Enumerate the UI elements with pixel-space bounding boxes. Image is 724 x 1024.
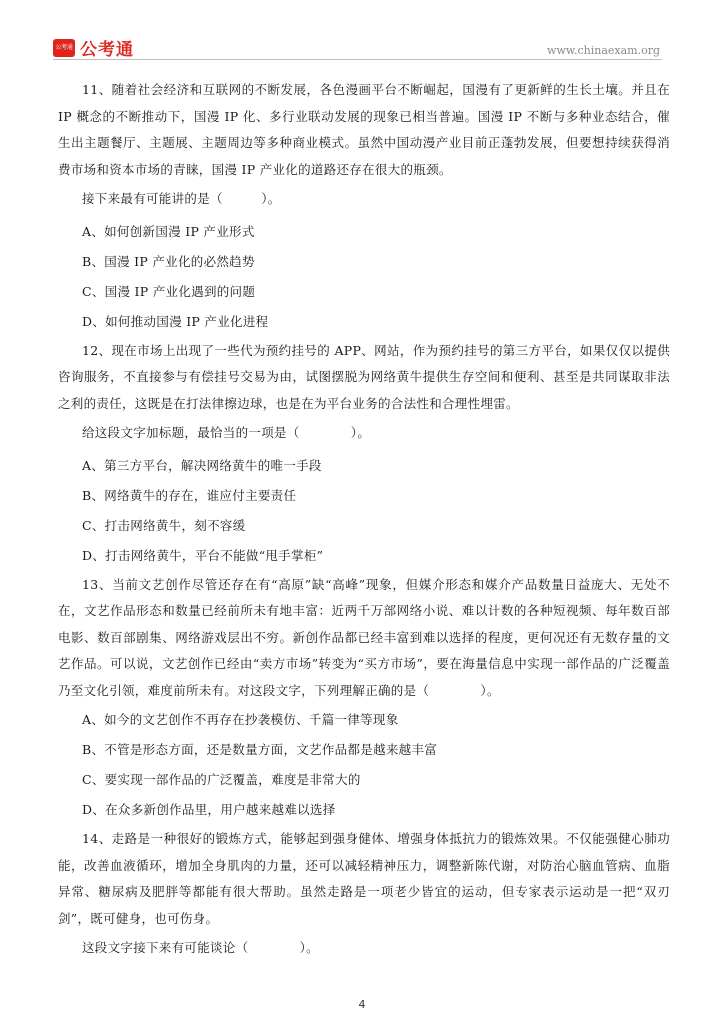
question-12: [58, 338, 670, 566]
option-a: A、如何创新国漫 IP 产业形式: [82, 223, 255, 239]
logo-text: 公考通: [80, 40, 134, 60]
option-c: C、国漫 IP 产业化遇到的问题: [82, 283, 256, 299]
question-14: [58, 826, 670, 962]
question-passage: 14、走路是一种很好的锻炼方式，能够起到强身健体、增强身体抵抗力的锻炼效果。不仅能强健心肺功能，改善血液循环，增加全身肌肉的力量，还可以减轻精神压力，调整新陈代谢，对防治心脑血管病、血脂异常、糖尿病及肥胖等都能有很大帮助。虽然走路是一项老少皆宜的运动，但专家表示运动是一把“双刃剑”，既可健身，也可伤身。: [58, 831, 670, 926]
question-passage: 11、随着社会经济和互联网的不断发展，各色漫画平台不断崛起，国漫有了更新鲜的生长土壤。并且在 IP 概念的不断推动下，国漫 IP 化、多行业联动发展的现象已相当普遍。国漫 IP 不断与多种业态结合，催生出主题餐厅、主题展、主题周边等多种商业模式。虽然中国动漫产业目前正蓬勃发展，但要想持续获得消费市场和资本市场的青睐，国漫 IP 产业化的道路还存在很大的瓶颈。: [58, 82, 670, 177]
option-c: C、打击网络黄牛，刻不容缓: [82, 517, 246, 533]
page-number: 4: [358, 998, 366, 1011]
question-stem: 给这段文字加标题，最恰当的一项是（ ）。: [82, 425, 371, 440]
option-b: B、不管是形态方面，还是数量方面，文艺作品都是越来越丰富: [82, 742, 438, 757]
option-a: A、如今的文艺创作不再存在抄袭模仿、千篇一律等现象: [82, 712, 399, 727]
question-passage: 13、当前文艺创作尽管还存在有“高原”缺“高峰”现象，但媒介形态和媒介产品数量日益庞大、无处不在，文艺作品形态和数量已经前所未有地丰富：近两千万部网络小说、难以计数的各种短视频、每年数百部电影、数百部剧集、网络游戏层出不穷。新创作品都已经丰富到难以选择的程度，更何况还有无数存量的文艺作品。可以说，文艺创作已经由“卖方市场”转变为“买方市场”，要在海量信息中实现一部作品的广泛覆盖乃至文化引领，难度前所未有。对这段文字，下列理解正确的是（ ）。: [58, 576, 670, 698]
question-passage: 12、现在市场上出现了一些代为预约挂号的 APP、网站，作为预约挂号的第三方平台，如果仅仅以提供咨询服务，不直接参与有偿挂号交易为由，试图摆脱为网络黄牛提供生存空间和便利、甚至是共同谋取非法之利的责任，这既是在打法律擦边球，也是在为平台业务的合法性和合理性埋雷。: [58, 342, 670, 411]
question-11: [58, 77, 670, 332]
option-b: B、网络黄牛的存在，谁应付主要责任: [82, 487, 297, 503]
question-stem: 这段文字接下来有可能谈论（ ）。: [82, 940, 319, 955]
page-header: [0, 0, 724, 62]
logo-badge: 公考通: [53, 39, 75, 57]
option-d: D、在众多新创作品里，用户越来越难以选择: [82, 802, 336, 817]
option-b: B、国漫 IP 产业化的必然趋势: [82, 253, 255, 269]
document-body: [58, 76, 670, 971]
question-13: [58, 572, 670, 821]
site-url[interactable]: www.chinaexam.org: [547, 44, 660, 57]
header-divider: [53, 59, 662, 60]
option-d: D、打击网络黄牛，平台不能做“甩手掌柜”: [82, 547, 324, 563]
question-stem: 接下来最有可能讲的是（ ）。: [82, 191, 281, 206]
logo: [53, 35, 134, 60]
option-a: A、第三方平台，解决网络黄牛的唯一手段: [82, 457, 322, 473]
option-c: C、要实现一部作品的广泛覆盖，难度是非常大的: [82, 772, 361, 787]
option-d: D、如何推动国漫 IP 产业化进程: [82, 313, 269, 329]
